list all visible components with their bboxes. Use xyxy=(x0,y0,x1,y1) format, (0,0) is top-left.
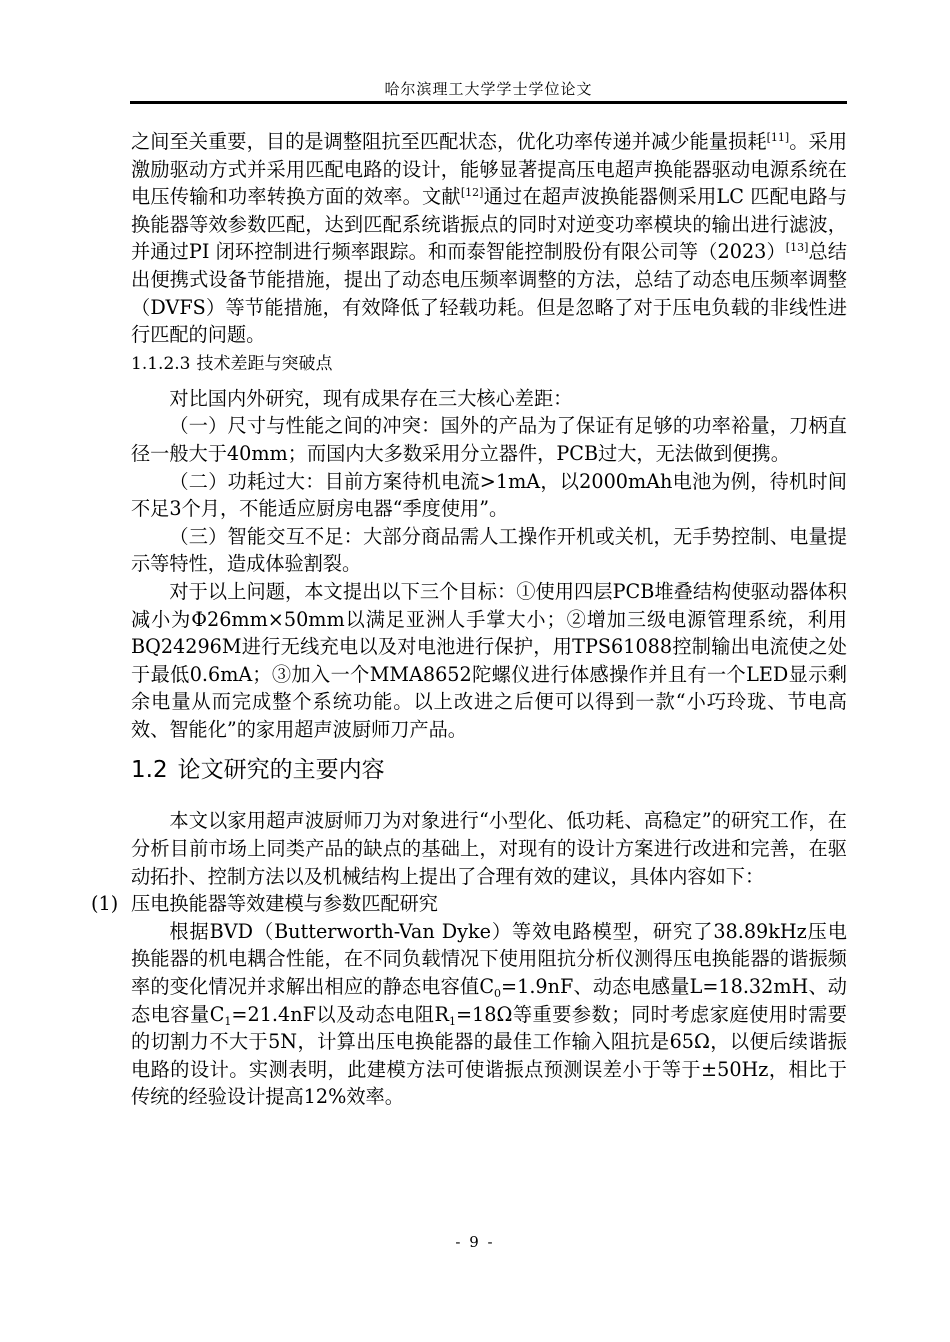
section-heading-1-1-2-3 xyxy=(131,351,847,378)
citation: [12] xyxy=(460,186,484,200)
page-number: - 9 - xyxy=(455,1233,495,1251)
text-run: 通过在超声波换能器侧采用LC 匹配电路与换能器等效参数匹配，达到匹配系统谐振点的同时对逆变功率模块的输出进行滤波，并通过PI 闭环控制进行频率跟踪。和而泰智能控制股份有限公司等（2023） xyxy=(131,185,848,264)
subscript: 0 xyxy=(494,987,502,1001)
list-item-1-body xyxy=(131,918,847,1111)
subscript: 1 xyxy=(224,1014,232,1028)
section-number: 1.2 xyxy=(131,757,168,784)
gaps-intro: 对比国内外研究，现有成果存在三大核心差距： xyxy=(169,386,573,410)
page-body xyxy=(91,128,848,1111)
list-marker: (1) xyxy=(91,892,119,916)
section-heading-1-2 xyxy=(131,755,847,785)
gap-item-1: （一）尺寸与性能之间的冲突：国外的产品为了保证有足够的功率裕量，刀柄直径一般大于40mm；而国内大多数采用分立器件，PCB过大，无法做到便携。 xyxy=(131,414,847,465)
section-title: 技术差距与突破点 xyxy=(196,353,333,374)
text-run: 根据BVD（Butterworth-Van Dyke）等效电路模型，研究了38.89kHz压电换能器的机电耦合性能，在不同负载情况下使用阻抗分析仪测得压电换能器的谐振频率的变化情况并求解出相应的静态电容值C xyxy=(131,919,847,999)
gap-item-2: （二）功耗过大：目前方案待机电流>1mA，以2000mAh电池为例，待机时间不足3个月，不能适应厨房电器“季度使用”。 xyxy=(131,469,847,521)
running-header: 哈尔滨理工大学学士学位论文 xyxy=(384,80,593,98)
gap-item-3: （三）智能交互不足：大部分商品需人工操作开机或关机，无手势控制、电量提示等特性，造成体验割裂。 xyxy=(131,524,847,576)
subscript: 1 xyxy=(448,1014,456,1028)
goals-paragraph: 对于以上问题，本文提出以下三个目标：①使用四层PCB堆叠结构使驱动器体积减小为Φ26mm×50mm以满足亚洲人手掌大小；②增加三级电源管理系统，利用BQ24296M进行无线充电以及对电池进行保护，用TPS61088控制输出电流使之处于最低0.6mA；③加入一个MMA8652陀螺仪进行体感操作并且有一个LED显示剩余电量从而完成整个系统功能。以上改进之后便可以得到一款“小巧玲珑、节电高效、智能化”的家用超声波厨师刀产品。 xyxy=(131,579,847,741)
text-run: =18Ω等重要参数；同时考虑家庭使用时需要的切割力不大于5N，计算出压电换能器的最佳工作输入阻抗是65Ω，以便后续谐振电路的设计。实测表明，此建模方法可使谐振点预测误差小于等于±50Hz，相比于传统的经验设计提高12%效率。 xyxy=(131,1002,847,1109)
text-run: 总结出便携式设备节能措施，提出了动态电压频率调整的方法，总结了动态电压频率调整（DVFS）等节能措施，有效降低了轻载功耗。但是忽略了对于压电负载的非线性进行匹配的问题。 xyxy=(131,240,847,347)
citation: [13] xyxy=(785,241,809,255)
paragraph-matching-review xyxy=(131,128,847,349)
list-item-1-title xyxy=(91,890,847,918)
text-run: =21.4nF以及动态电阻R xyxy=(231,1002,449,1026)
section-title: 论文研究的主要内容 xyxy=(177,757,385,784)
header-rule xyxy=(130,101,847,104)
list-item-title: 压电换能器等效建模与参数匹配研究 xyxy=(131,892,438,916)
main-content-intro: 本文以家用超声波厨师刀为对象进行“小型化、低功耗、高稳定”的研究工作，在分析目前市场上同类产品的缺点的基础上，对现有的设计方案进行改进和完善，在驱动拓扑、控制方法以及机械结构上提出了合理有效的建议，具体内容如下： xyxy=(131,809,847,888)
text-run: =1.9nF、动态电感量L=18.32mH、动态电容量C xyxy=(131,975,847,1026)
text-run: 之间至关重要，目的是调整阻抗至匹配状态，优化功率传递并减少能量损耗 xyxy=(131,130,767,153)
text-run: 。采用激励驱动方式并采用匹配电路的设计，能够显著提高压电超声换能器驱动电源系统在电压传输和功率转换方面的效率。文献 xyxy=(131,130,848,209)
section-number: 1.1.2.3 xyxy=(131,353,191,374)
citation: [11] xyxy=(766,131,790,144)
